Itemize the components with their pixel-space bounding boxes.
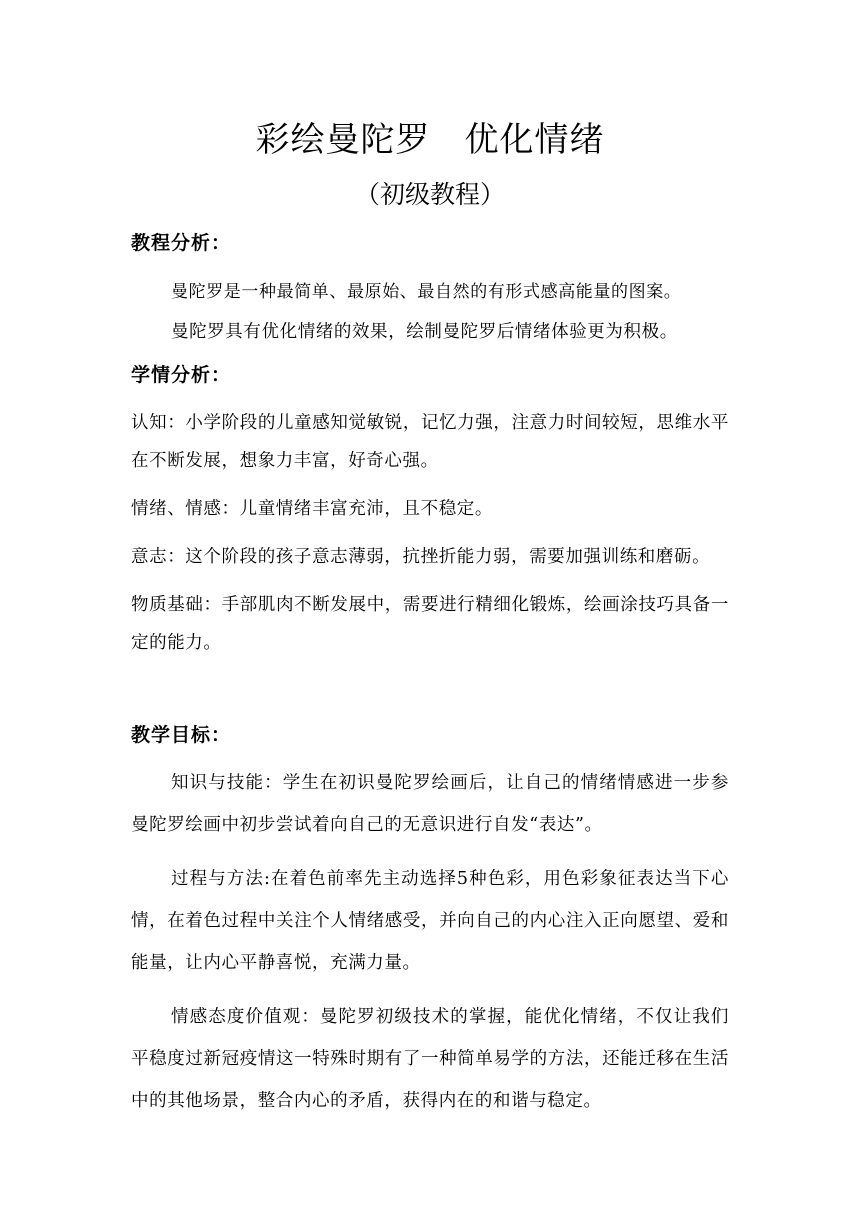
paragraph: 知识与技能：学生在初识曼陀罗绘画后，让自己的情绪情感进一步参曼陀罗绘画中初步尝试着向自己的无意识进行自发“表达”。 xyxy=(131,773,729,835)
section-teaching-goals xyxy=(131,720,729,1122)
section-heading: 教程分析： xyxy=(131,232,232,254)
paragraph: 曼陀罗是一种最简单、最原始、最自然的有形式感高能量的图案。 xyxy=(171,282,682,302)
section-course-analysis xyxy=(131,228,729,352)
paragraph: 曼陀罗具有优化情绪的效果，绘制曼陀罗后情绪体验更为积极。 xyxy=(171,322,678,342)
paragraph: 意志：这个阶段的孩子意志薄弱，抗挫折能力弱，需要加强训练和磨砺。 xyxy=(131,547,711,567)
document-title xyxy=(131,0,729,167)
section-learner-analysis xyxy=(131,360,729,662)
paragraph: 情感态度价值观：曼陀罗初级技术的掌握，能优化情绪，不仅让我们平稳度过新冠疫情这一特殊时期有了一种简单易学的方法，还能迁移在生活中的其他场景，整合内心的矛盾，获得内在的和谐与稳定。 xyxy=(131,1007,729,1111)
paragraph: 认知：小学阶段的儿童感知觉敏锐，记忆力强，注意力时间较短，思维水平在不断发展，想象力丰富，好奇心强。 xyxy=(131,413,729,471)
paragraph: 物质基础：手部肌肉不断发展中，需要进行精细化锻炼，绘画涂技巧具备一定的能力。 xyxy=(131,595,729,653)
title-part-1: 彩绘曼陀罗 xyxy=(255,120,431,160)
section-heading: 教学目标： xyxy=(131,724,232,746)
document-subtitle: （初级教程） xyxy=(354,180,505,209)
paragraph: 情绪、情感：儿童情绪丰富充沛，且不稳定。 xyxy=(131,499,493,519)
section-heading: 学情分析： xyxy=(131,364,232,386)
paragraph: 过程与方法:在着色前率先主动选择5种色彩，用色彩象征表达当下心情，在着色过程中关注个人情绪感受，并向自己的内心注入正向愿望、爱和能量，让内心平静喜悦，充满力量。 xyxy=(131,869,729,973)
title-part-2: 优化情绪 xyxy=(464,120,605,160)
